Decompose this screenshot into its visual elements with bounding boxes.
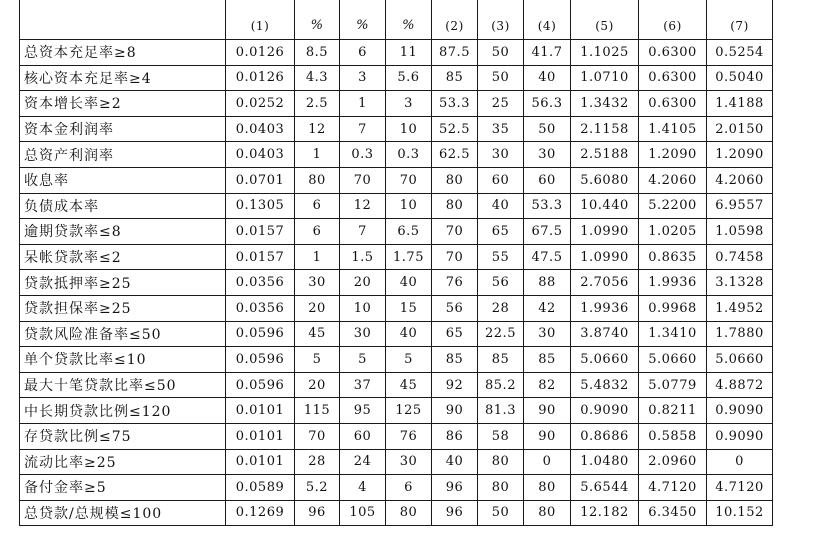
indicator-name-cell: 流动比率≥25 — [20, 449, 226, 475]
value-cell: 87.5 — [432, 40, 478, 66]
table-row — [20, 423, 773, 449]
value-cell: 4.2060 — [639, 167, 707, 193]
value-cell: 70 — [432, 244, 478, 270]
value-cell: 1 — [295, 244, 340, 270]
header-cell: % — [295, 0, 340, 40]
value-cell: 10.152 — [707, 500, 773, 526]
value-cell: 65 — [432, 321, 478, 347]
value-cell: 20 — [295, 372, 340, 398]
value-cell: 0.0101 — [226, 398, 295, 424]
table-row — [20, 500, 773, 526]
value-cell: 47.5 — [524, 244, 571, 270]
value-cell: 0.0403 — [226, 116, 295, 142]
table-row — [20, 167, 773, 193]
value-cell: 4.3 — [295, 65, 340, 91]
value-cell: 56 — [432, 295, 478, 321]
value-cell: 4.7120 — [707, 475, 773, 501]
value-cell: 20 — [295, 295, 340, 321]
value-cell: 5.0660 — [639, 347, 707, 373]
value-cell: 90 — [524, 398, 571, 424]
value-cell: 80 — [386, 500, 432, 526]
indicator-name-cell: 总贷款/总规模≤100 — [20, 500, 226, 526]
indicator-name-cell: 逾期贷款率≤8 — [20, 219, 226, 245]
value-cell: 70 — [340, 167, 386, 193]
value-cell: 28 — [295, 449, 340, 475]
value-cell: 0.0157 — [226, 244, 295, 270]
value-cell: 7 — [340, 219, 386, 245]
indicator-name-cell: 呆帐贷款率≤2 — [20, 244, 226, 270]
value-cell: 20 — [340, 270, 386, 296]
header-cell: (3) — [478, 0, 524, 40]
value-cell: 0.1269 — [226, 500, 295, 526]
value-cell: 1.2090 — [707, 142, 773, 168]
header-cell — [20, 0, 226, 40]
value-cell: 0.0596 — [226, 347, 295, 373]
value-cell: 0.9090 — [571, 398, 639, 424]
value-cell: 0.6300 — [639, 40, 707, 66]
value-cell: 0.6300 — [639, 65, 707, 91]
indicator-name-cell: 存贷款比例≤75 — [20, 423, 226, 449]
value-cell: 25 — [478, 91, 524, 117]
value-cell: 6.9557 — [707, 193, 773, 219]
table-row — [20, 398, 773, 424]
value-cell: 1.4952 — [707, 295, 773, 321]
value-cell: 0.6300 — [639, 91, 707, 117]
header-cell: (7) — [707, 0, 773, 40]
value-cell: 0.8635 — [639, 244, 707, 270]
value-cell: 76 — [432, 270, 478, 296]
value-cell: 4.2060 — [707, 167, 773, 193]
value-cell: 82 — [524, 372, 571, 398]
value-cell: 0.0157 — [226, 219, 295, 245]
value-cell: 80 — [524, 475, 571, 501]
value-cell: 42 — [524, 295, 571, 321]
value-cell: 76 — [386, 423, 432, 449]
value-cell: 2.1158 — [571, 116, 639, 142]
value-cell: 5 — [386, 347, 432, 373]
header-cell: % — [386, 0, 432, 40]
table-row — [20, 219, 773, 245]
value-cell: 55 — [478, 244, 524, 270]
value-cell: 85 — [478, 347, 524, 373]
value-cell: 30 — [524, 142, 571, 168]
value-cell: 0.0596 — [226, 372, 295, 398]
value-cell: 85 — [524, 347, 571, 373]
value-cell: 45 — [295, 321, 340, 347]
value-cell: 37 — [340, 372, 386, 398]
header-cell: (2) — [432, 0, 478, 40]
value-cell: 96 — [432, 500, 478, 526]
value-cell: 40 — [432, 449, 478, 475]
table-row — [20, 270, 773, 296]
value-cell: 1.7880 — [707, 321, 773, 347]
value-cell: 1.2090 — [639, 142, 707, 168]
value-cell: 90 — [524, 423, 571, 449]
indicator-name-cell: 收息率 — [20, 167, 226, 193]
value-cell: 2.5 — [295, 91, 340, 117]
value-cell: 96 — [432, 475, 478, 501]
value-cell: 70 — [386, 167, 432, 193]
value-cell: 86 — [432, 423, 478, 449]
value-cell: 1.75 — [386, 244, 432, 270]
value-cell: 1.4105 — [639, 116, 707, 142]
value-cell: 53.3 — [432, 91, 478, 117]
value-cell: 5.6544 — [571, 475, 639, 501]
indicator-name-cell: 核心资本充足率≥4 — [20, 65, 226, 91]
value-cell: 11 — [386, 40, 432, 66]
value-cell: 0.8686 — [571, 423, 639, 449]
indicator-name-cell: 负债成本率 — [20, 193, 226, 219]
table-row — [20, 295, 773, 321]
header-cell: (1) — [226, 0, 295, 40]
value-cell: 7 — [340, 116, 386, 142]
value-cell: 10 — [386, 193, 432, 219]
value-cell: 24 — [340, 449, 386, 475]
value-cell: 10 — [340, 295, 386, 321]
value-cell: 1.0598 — [707, 219, 773, 245]
value-cell: 70 — [295, 423, 340, 449]
value-cell: 1.3410 — [639, 321, 707, 347]
value-cell: 0.0101 — [226, 423, 295, 449]
value-cell: 0.9090 — [707, 423, 773, 449]
table-row — [20, 65, 773, 91]
table-body — [20, 0, 773, 526]
table-row — [20, 116, 773, 142]
value-cell: 0.0101 — [226, 449, 295, 475]
value-cell: 62.5 — [432, 142, 478, 168]
value-cell: 105 — [340, 500, 386, 526]
value-cell: 0 — [707, 449, 773, 475]
table-row — [20, 475, 773, 501]
header-cell: (6) — [639, 0, 707, 40]
value-cell: 0.5254 — [707, 40, 773, 66]
value-cell: 3.1328 — [707, 270, 773, 296]
value-cell: 41.7 — [524, 40, 571, 66]
value-cell: 50 — [478, 65, 524, 91]
value-cell: 6 — [295, 193, 340, 219]
indicator-name-cell: 贷款担保率≥25 — [20, 295, 226, 321]
header-row — [20, 0, 773, 40]
value-cell: 0.0356 — [226, 295, 295, 321]
value-cell: 3.8740 — [571, 321, 639, 347]
value-cell: 125 — [386, 398, 432, 424]
value-cell: 4.7120 — [639, 475, 707, 501]
value-cell: 60 — [340, 423, 386, 449]
table-row — [20, 372, 773, 398]
value-cell: 1.0710 — [571, 65, 639, 91]
value-cell: 5.0779 — [639, 372, 707, 398]
value-cell: 12 — [340, 193, 386, 219]
value-cell: 80 — [478, 475, 524, 501]
indicator-name-cell: 总资产利润率 — [20, 142, 226, 168]
value-cell: 0.3 — [340, 142, 386, 168]
value-cell: 0.0356 — [226, 270, 295, 296]
indicator-name-cell: 贷款风险准备率≤50 — [20, 321, 226, 347]
value-cell: 56.3 — [524, 91, 571, 117]
value-cell: 56 — [478, 270, 524, 296]
value-cell: 50 — [478, 40, 524, 66]
value-cell: 67.5 — [524, 219, 571, 245]
value-cell: 0.3 — [386, 142, 432, 168]
value-cell: 6.5 — [386, 219, 432, 245]
header-cell: (4) — [524, 0, 571, 40]
value-cell: 0.7458 — [707, 244, 773, 270]
value-cell: 85 — [432, 65, 478, 91]
table-row — [20, 193, 773, 219]
value-cell: 5.6 — [386, 65, 432, 91]
value-cell: 6 — [295, 219, 340, 245]
value-cell: 95 — [340, 398, 386, 424]
value-cell: 3 — [386, 91, 432, 117]
value-cell: 40 — [386, 270, 432, 296]
value-cell: 5 — [340, 347, 386, 373]
value-cell: 1.9936 — [571, 295, 639, 321]
table-row — [20, 142, 773, 168]
value-cell: 5.0660 — [707, 347, 773, 373]
value-cell: 60 — [524, 167, 571, 193]
value-cell: 1 — [295, 142, 340, 168]
value-cell: 2.0150 — [707, 116, 773, 142]
value-cell: 5.4832 — [571, 372, 639, 398]
value-cell: 1.0480 — [571, 449, 639, 475]
table-row — [20, 244, 773, 270]
value-cell: 12 — [295, 116, 340, 142]
value-cell: 40 — [524, 65, 571, 91]
value-cell: 65 — [478, 219, 524, 245]
value-cell: 90 — [432, 398, 478, 424]
value-cell: 0.0403 — [226, 142, 295, 168]
value-cell: 0.0126 — [226, 40, 295, 66]
value-cell: 80 — [524, 500, 571, 526]
value-cell: 92 — [432, 372, 478, 398]
value-cell: 0.1305 — [226, 193, 295, 219]
value-cell: 5.0660 — [571, 347, 639, 373]
value-cell: 80 — [432, 167, 478, 193]
value-cell: 50 — [478, 500, 524, 526]
value-cell: 0.8211 — [639, 398, 707, 424]
value-cell: 3 — [340, 65, 386, 91]
value-cell: 1.3432 — [571, 91, 639, 117]
value-cell: 22.5 — [478, 321, 524, 347]
value-cell: 1.1025 — [571, 40, 639, 66]
bank-indicator-table — [19, 0, 773, 526]
value-cell: 35 — [478, 116, 524, 142]
indicator-name-cell: 单个贷款比率≤10 — [20, 347, 226, 373]
value-cell: 58 — [478, 423, 524, 449]
value-cell: 52.5 — [432, 116, 478, 142]
header-cell: (5) — [571, 0, 639, 40]
value-cell: 30 — [524, 321, 571, 347]
value-cell: 80 — [478, 449, 524, 475]
value-cell: 0.9090 — [707, 398, 773, 424]
value-cell: 30 — [295, 270, 340, 296]
value-cell: 53.3 — [524, 193, 571, 219]
value-cell: 0.9968 — [639, 295, 707, 321]
value-cell: 10.440 — [571, 193, 639, 219]
value-cell: 0.0701 — [226, 167, 295, 193]
value-cell: 80 — [432, 193, 478, 219]
value-cell: 30 — [478, 142, 524, 168]
value-cell: 96 — [295, 500, 340, 526]
value-cell: 1.5 — [340, 244, 386, 270]
value-cell: 5.2 — [295, 475, 340, 501]
value-cell: 30 — [340, 321, 386, 347]
value-cell: 81.3 — [478, 398, 524, 424]
value-cell: 40 — [478, 193, 524, 219]
value-cell: 0.0596 — [226, 321, 295, 347]
value-cell: 30 — [386, 449, 432, 475]
value-cell: 6.3450 — [639, 500, 707, 526]
value-cell: 88 — [524, 270, 571, 296]
value-cell: 1.0205 — [639, 219, 707, 245]
value-cell: 40 — [386, 321, 432, 347]
value-cell: 60 — [478, 167, 524, 193]
value-cell: 5 — [295, 347, 340, 373]
header-cell: % — [340, 0, 386, 40]
indicator-name-cell: 总资本充足率≥8 — [20, 40, 226, 66]
value-cell: 1.0990 — [571, 219, 639, 245]
value-cell: 1.9936 — [639, 270, 707, 296]
indicator-name-cell: 中长期贷款比例≤120 — [20, 398, 226, 424]
value-cell: 0.0126 — [226, 65, 295, 91]
value-cell: 28 — [478, 295, 524, 321]
table-row — [20, 321, 773, 347]
value-cell: 12.182 — [571, 500, 639, 526]
indicator-name-cell: 贷款抵押率≥25 — [20, 270, 226, 296]
value-cell: 6 — [340, 40, 386, 66]
value-cell: 45 — [386, 372, 432, 398]
indicator-name-cell: 资本金利润率 — [20, 116, 226, 142]
value-cell: 5.6080 — [571, 167, 639, 193]
value-cell: 0.5040 — [707, 65, 773, 91]
value-cell: 5.2200 — [639, 193, 707, 219]
value-cell: 2.5188 — [571, 142, 639, 168]
value-cell: 8.5 — [295, 40, 340, 66]
indicator-name-cell: 备付金率≥5 — [20, 475, 226, 501]
value-cell: 1.4188 — [707, 91, 773, 117]
value-cell: 0.0589 — [226, 475, 295, 501]
value-cell: 15 — [386, 295, 432, 321]
value-cell: 6 — [386, 475, 432, 501]
value-cell: 10 — [386, 116, 432, 142]
value-cell: 50 — [524, 116, 571, 142]
value-cell: 1 — [340, 91, 386, 117]
value-cell: 0.5858 — [639, 423, 707, 449]
indicator-name-cell: 资本增长率≥2 — [20, 91, 226, 117]
value-cell: 115 — [295, 398, 340, 424]
value-cell: 0 — [524, 449, 571, 475]
table-row — [20, 40, 773, 66]
value-cell: 85 — [432, 347, 478, 373]
value-cell: 2.7056 — [571, 270, 639, 296]
value-cell: 4.8872 — [707, 372, 773, 398]
value-cell: 0.0252 — [226, 91, 295, 117]
indicator-name-cell: 最大十笔贷款比率≤50 — [20, 372, 226, 398]
table-row — [20, 91, 773, 117]
table-row — [20, 347, 773, 373]
value-cell: 70 — [432, 219, 478, 245]
table-row — [20, 449, 773, 475]
value-cell: 85.2 — [478, 372, 524, 398]
value-cell: 4 — [340, 475, 386, 501]
value-cell: 2.0960 — [639, 449, 707, 475]
value-cell: 80 — [295, 167, 340, 193]
value-cell: 1.0990 — [571, 244, 639, 270]
